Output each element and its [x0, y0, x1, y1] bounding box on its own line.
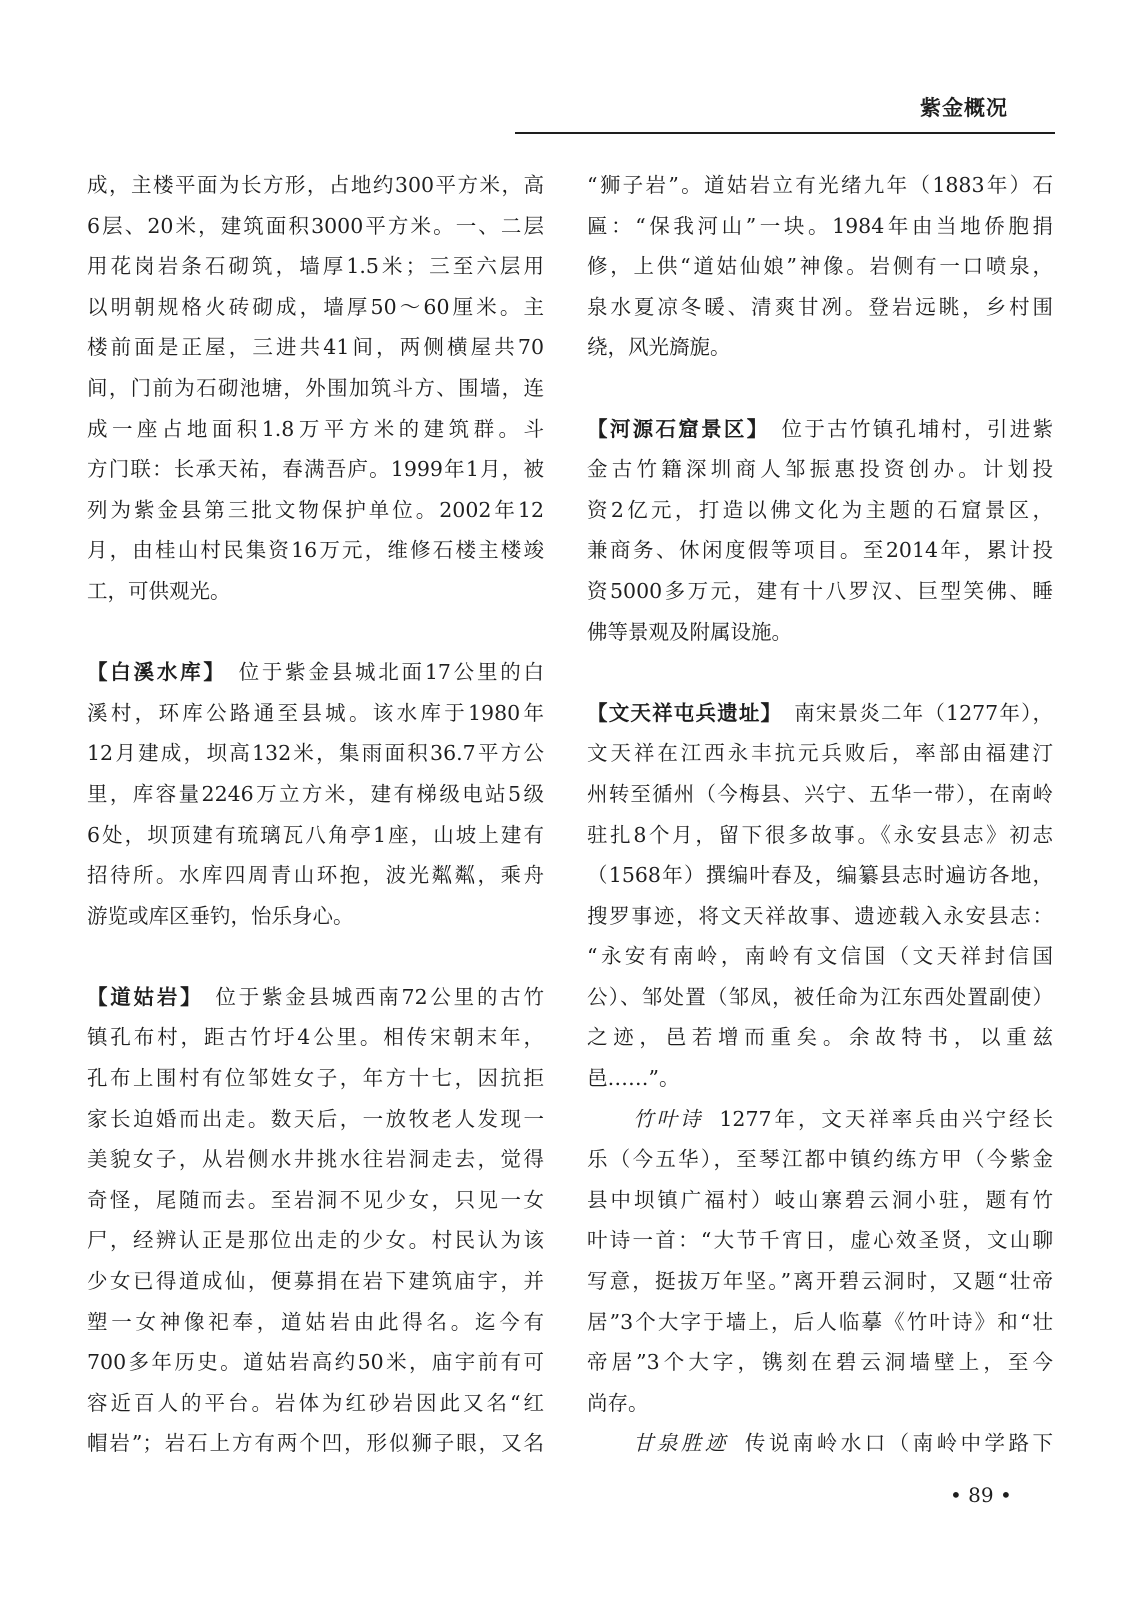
text-line: 之迹，邑若增而重矣。余故特书，以重兹: [587, 1025, 1053, 1050]
text-line: 奇怪，尾随而去。至岩洞不见少女，只见一女: [87, 1187, 544, 1212]
text-line: 泉水夏凉冬暖、清爽甘冽。登岩远眺，乡村围: [587, 294, 1053, 319]
text-line: 楼前面是正屋，三进共41间，两侧横屋共70: [87, 335, 544, 360]
text-line: 尸，经辨认正是那位出走的少女。村民认为该: [87, 1228, 544, 1253]
text-line: 列为紫金县第三批文物保护单位。2002年12: [87, 497, 544, 522]
text-line: 12月建成，坝高132米，集雨面积36.7平方公: [87, 741, 544, 766]
text-line: 驻扎8个月，留下很多故事。《永安县志》初志: [587, 822, 1053, 847]
text-line: 搜罗事迹，将文天祥故事、遗迹载入永安县志：: [587, 903, 1053, 928]
text-line: 公）、邹处置（邹凤，被任命为江东西处置副使）: [587, 984, 1053, 1009]
text-line: 孔布上围村有位邹姓女子，年方十七，因抗拒: [87, 1066, 544, 1091]
text-line: 县中坝镇广福村）岐山寨碧云洞小驻，题有竹: [587, 1187, 1053, 1212]
text-line: “永安有南岭，南岭有文信国（文天祥封信国: [587, 944, 1053, 969]
text-line: 工，可供观光。: [87, 578, 231, 603]
text-line: 匾：“保我河山”一块。1984年由当地侨胞捐: [587, 213, 1053, 238]
text-line: 塑一女神像祀奉，道姑岩由此得名。迄今有: [87, 1309, 544, 1334]
text-run: 1277年，文天祥率兵由兴宁经长: [719, 1106, 1053, 1131]
text-line: 帝居”3个大字，镌刻在碧云洞墙壁上，至今: [587, 1350, 1053, 1375]
text-line: [587, 693, 1053, 734]
text-line: 镇孔布村，距古竹圩4公里。相传宋朝末年，: [87, 1025, 544, 1050]
text-line: “狮子岩”。道姑岩立有光绪九年（1883年）石: [587, 173, 1053, 197]
text-line: 资2亿元，打造以佛文化为主题的石窟景区，: [587, 497, 1053, 522]
text-line: 成一座占地面积1.8万平方米的建筑群。斗: [87, 416, 544, 441]
text-run: 位于紫金县城北面17公里的白: [238, 660, 544, 685]
text-line: [587, 1423, 1053, 1464]
text-line: 700多年历史。道姑岩高约50米，庙宇前有可: [87, 1350, 544, 1375]
text-run: 位于紫金县城西南72公里的古竹: [215, 984, 544, 1009]
text-line: 家长迫婚而出走。数天后，一放牧老人发现一: [87, 1106, 544, 1131]
subsection-lead: 竹叶诗: [633, 1106, 704, 1131]
running-header: 紫金概况: [920, 95, 1008, 120]
text-line: 帽岩”；岩石上方有两个凹，形似狮子眼，又名: [87, 1431, 544, 1456]
header-rule: [515, 132, 1055, 134]
paragraph-gap: [87, 612, 544, 653]
text-line: 资5000多万元，建有十八罗汉、巨型笑佛、睡: [587, 578, 1053, 603]
text-line: [87, 652, 544, 693]
text-line: [587, 409, 1053, 450]
text-line: 美貌女子，从岩侧水井挑水往岩洞走去，觉得: [87, 1147, 544, 1172]
text-line: 居”3个大字于墙上，后人临摹《竹叶诗》和“壮: [587, 1309, 1053, 1334]
left-column: [87, 165, 544, 1464]
text-line: 绕，风光旖旎。: [587, 335, 731, 360]
text-line: 叶诗一首：“大节千宵日，虚心效圣贤，文山聊: [587, 1228, 1053, 1253]
text-line: [587, 1099, 1053, 1140]
paragraph-gap: [587, 368, 1053, 409]
subsection-lead: 甘泉胜迹: [633, 1431, 729, 1456]
text-line: （1568年）撰编叶春及，编纂县志时遍访各地，: [587, 863, 1053, 888]
text-line: 少女已得道成仙，便募捐在岩下建筑庙宇，并: [87, 1269, 544, 1294]
text-line: 乐（今五华），至琴江都中镇约练方甲（今紫金: [587, 1147, 1053, 1172]
text-run: 南宋景炎二年（1277年），: [794, 700, 1053, 725]
text-line: 间，门前为石砌池塘，外围加筑斗方、围墙，连: [87, 375, 544, 400]
text-line: 月，由桂山村民集资16万元，维修石楼主楼竣: [87, 538, 544, 563]
page-number: • 89 •: [950, 1483, 1012, 1507]
text-line: 兼商务、休闲度假等项目。至2014年，累计投: [587, 538, 1053, 563]
section-title: 【文天祥屯兵遗址】: [587, 700, 783, 725]
text-line: 金古竹籍深圳商人邹振惠投资创办。计划投: [587, 457, 1053, 482]
text-line: 写意，挺拔万年坚。”离开碧云洞时，又题“壮帝: [587, 1269, 1053, 1294]
text-line: [87, 977, 544, 1018]
text-line: 方门联：长承天祐，春满吾庐。1999年1月，被: [87, 457, 544, 482]
paragraph-gap: [87, 936, 544, 977]
text-line: 佛等景观及附属设施。: [587, 619, 792, 644]
text-run: 位于古竹镇孔埔村，引进紫: [781, 416, 1053, 441]
text-line: 文天祥在江西永丰抗元兵败后，率部由福建汀: [587, 741, 1053, 766]
text-line: 州转至循州（今梅县、兴宁、五华一带），在南岭: [587, 781, 1053, 806]
text-line: 用花岗岩条石砌筑，墙厚1.5米；三至六层用: [87, 254, 544, 279]
right-column: [587, 165, 1053, 1464]
text-line: 游览或库区垂钓，怡乐身心。: [87, 903, 354, 928]
text-line: 修，上供“道姑仙娘”神像。岩侧有一口喷泉，: [587, 254, 1053, 279]
text-line: 成，主楼平面为长方形，占地约300平方米，高: [87, 173, 544, 197]
text-line: 招待所。水库四周青山环抱，波光粼粼，乘舟: [87, 863, 544, 888]
section-title: 【道姑岩】: [87, 984, 204, 1009]
text-line: 容近百人的平台。岩体为红砂岩因此又名“红: [87, 1390, 544, 1415]
text-line: 以明朝规格火砖砌成，墙厚50～60厘米。主: [87, 294, 544, 319]
text-line: 6处，坝顶建有琉璃瓦八角亭1座，山坡上建有: [87, 822, 544, 847]
text-line: 邑……”。: [587, 1066, 680, 1091]
text-line: 溪村，环库公路通至县城。该水库于1980年: [87, 700, 544, 725]
paragraph-gap: [587, 652, 1053, 693]
text-run: 传说南岭水口（南岭中学路下: [744, 1431, 1053, 1456]
section-title: 【白溪水库】: [87, 660, 227, 685]
text-line: 6层、20米，建筑面积3000平方米。一、二层: [87, 213, 544, 238]
section-title: 【河源石窟景区】: [587, 416, 770, 441]
text-line: 里，库容量2246万立方米，建有梯级电站5级: [87, 781, 544, 806]
text-line: 尚存。: [587, 1390, 649, 1415]
